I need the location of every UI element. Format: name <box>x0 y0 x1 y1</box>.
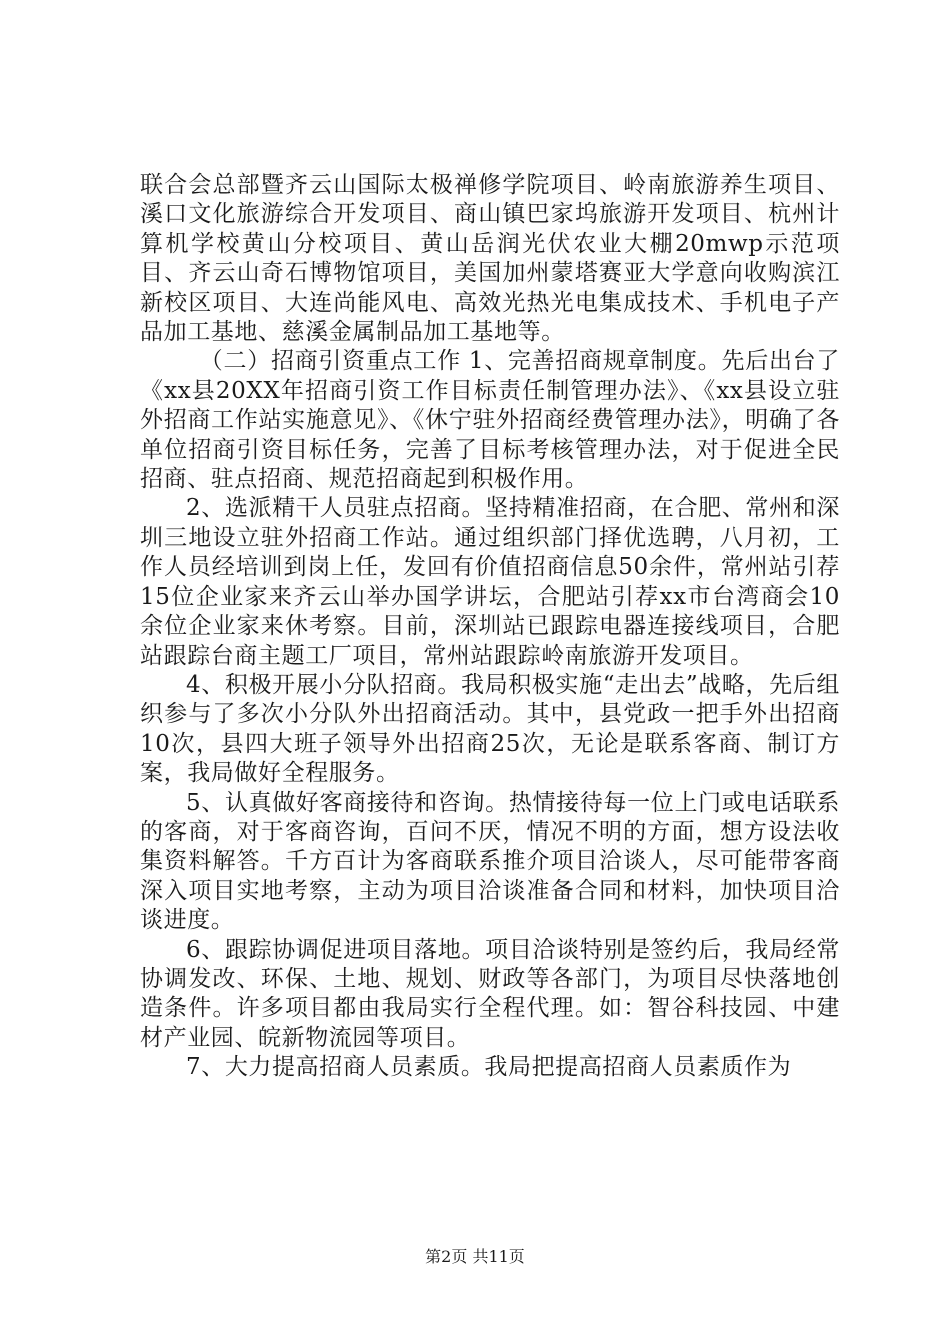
paragraph-project-coordination: 6、跟踪协调促进项目落地。项目洽谈特别是签约后，我局经常协调发改、环保、土地、规划、财政等各部门，为项目尽快落地创造条件。许多项目都由我局实行全程代理。如：智谷科技园、中建材产业园、皖新物流园等项目。 <box>140 936 840 1051</box>
paragraph-reception-consulting: 5、认真做好客商接待和咨询。热情接待每一位上门或电话联系的客商，对于客商咨询，百问不厌，情况不明的方面，想方设法收集资料解答。千方百计为客商联系推介项目洽谈人，尽可能带客商深入项目实地考察，主动为项目洽谈准备合同和材料，加快项目洽谈进度。 <box>140 789 840 934</box>
paragraph-key-work-rules: （二）招商引资重点工作 1、完善招商规章制度。先后出台了《xx县20XX年招商引资工作目标责任制管理办法》、《xx县设立驻外招商工作站实施意见》、《休宁驻外招商经费管理办法》，明确了各单位招商引资目标任务，完善了目标考核管理办法，对于促进全民招商、驻点招商、规范招商起到积极作用。 <box>140 348 840 493</box>
page-footer: 第2页 共11页 <box>425 1247 525 1266</box>
paragraph-project-list: 联合会总部暨齐云山国际太极禅修学院项目、岭南旅游养生项目、溪口文化旅游综合开发项目、商山镇巴家坞旅游开发项目、杭州计算机学校黄山分校项目、黄山岳润光伏农业大棚20mwp示范项目、齐云山奇石博物馆项目，美国加州蒙塔赛亚大学意向收购滨江新校区项目、大连尚能风电、高效光热光电集成技术、手机电子产品加工基地、慈溪金属制品加工基地等。 <box>140 172 840 346</box>
paragraph-resident-investment: 2、选派精干人员驻点招商。坚持精准招商，在合肥、常州和深圳三地设立驻外招商工作站。通过组织部门择优选聘，八月初，工作人员经培训到岗上任，发回有价值招商信息50余件，常州站引荐15位企业家来齐云山举办国学讲坛，合肥站引荐xx市台湾商会10余位企业家来休考察。目前，深圳站已跟踪电器连接线项目，合肥站跟踪台商主题工厂项目，常州站跟踪岭南旅游开发项目。 <box>140 495 840 669</box>
paragraph-staff-quality: 7、大力提高招商人员素质。我局把提高招商人员素质作为 <box>186 1054 792 1081</box>
paragraph-small-team-investment: 4、积极开展小分队招商。我局积极实施“走出去”战略，先后组织参与了多次小分队外出招商活动。其中，县党政一把手外出招商10次，县四大班子领导外出招商25次，无论是联系客商、制订方案，我局做好全程服务。 <box>140 671 840 787</box>
document-body <box>140 171 840 1083</box>
